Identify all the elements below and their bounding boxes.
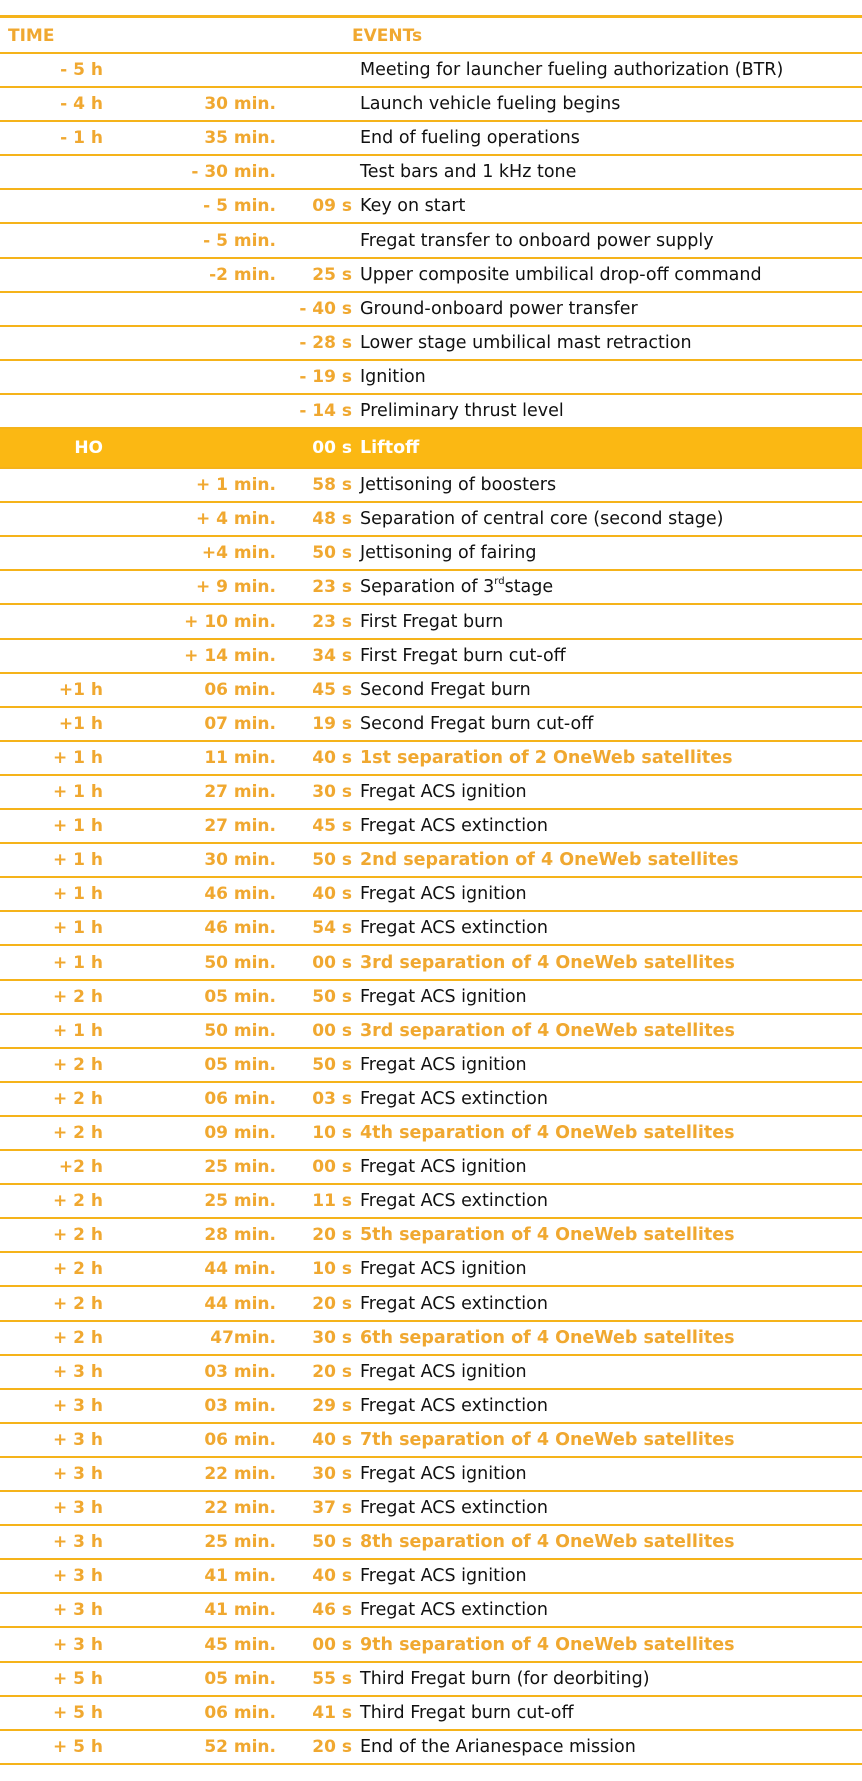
time-hours: + 1 h [52,1020,103,1041]
event-description: Launch vehicle fueling begins [360,94,621,115]
timeline-row [0,1424,862,1458]
time-minutes: -2 min. [209,264,276,285]
time-seconds: - 19 s [299,366,352,387]
event-description: Third Fregat burn (for deorbiting) [360,1668,650,1689]
timeline-row [0,1629,862,1663]
time-seconds: 10 s [312,1259,352,1280]
timeline-row [0,912,862,946]
time-hours: + 1 h [52,952,103,973]
time-seconds: 40 s [312,1429,352,1450]
event-description: 3rd separation of 4 OneWeb satellites [360,952,735,973]
event-description: Second Fregat burn [360,679,531,700]
timeline-row [0,1288,862,1322]
time-minutes [110,395,276,427]
time-seconds: 20 s [312,1293,352,1314]
time-hours: + 3 h [52,1464,103,1485]
event-description: Ignition [360,366,426,387]
time-seconds [284,225,352,257]
time-minutes: 50 min. [204,952,276,973]
time-seconds: 50 s [312,543,352,564]
time-minutes: 52 min. [204,1736,276,1757]
time-hours: + 1 h [52,782,103,803]
time-hours: + 2 h [52,1088,103,1109]
events-column-header: EVENTs [352,26,423,46]
event-description: Fregat ACS extinction [360,1498,548,1519]
time-hours [0,640,103,672]
time-hours [0,606,103,638]
time-seconds [284,88,352,120]
time-seconds: 48 s [312,509,352,530]
event-description: Fregat ACS extinction [360,1088,548,1109]
time-seconds: 23 s [312,577,352,598]
timeline-row [0,1083,862,1117]
timeline-row [0,844,862,878]
liftoff-row [0,429,862,469]
event-description: First Fregat burn cut-off [360,645,566,666]
time-hours: + 3 h [52,1566,103,1587]
time-seconds: 40 s [312,1566,352,1587]
event-description: Fregat ACS extinction [360,816,548,837]
timeline-row [0,571,862,605]
time-seconds: 00 s [312,1020,352,1041]
time-hours: + 3 h [52,1532,103,1553]
time-minutes: 05 min. [204,986,276,1007]
time-hours: + 3 h [52,1600,103,1621]
time-minutes: 46 min. [204,884,276,905]
timeline-row [0,1731,862,1765]
timeline-row [0,947,862,981]
time-hours: + 1 h [52,747,103,768]
time-hours [0,395,103,427]
timeline-row [0,225,862,259]
time-minutes [110,293,276,325]
event-description: Upper composite umbilical drop-off command [360,264,762,285]
event-description: Fregat ACS ignition [360,782,527,803]
time-minutes: + 10 min. [184,611,276,632]
event-description: Key on start [360,196,466,217]
timeline-row [0,1390,862,1424]
event-description: End of the Arianespace mission [360,1736,636,1757]
time-minutes: + 1 min. [195,475,276,496]
time-seconds: 19 s [312,713,352,734]
timeline-row [0,1594,862,1628]
time-minutes: 06 min. [204,1702,276,1723]
timeline-row [0,122,862,156]
time-seconds [284,156,352,188]
timeline-row [0,606,862,640]
time-minutes: 11 min. [204,747,276,768]
time-hours: +1 h [58,679,103,700]
event-description: 9th separation of 4 OneWeb satellites [360,1634,735,1655]
timeline-row [0,293,862,327]
time-hours: + 3 h [52,1634,103,1655]
time-minutes: 27 min. [204,816,276,837]
time-hours: + 3 h [52,1361,103,1382]
time-seconds: 09 s [312,196,352,217]
time-hours: + 5 h [52,1668,103,1689]
time-seconds: 25 s [312,264,352,285]
time-minutes: 03 min. [204,1395,276,1416]
time-hours: + 1 h [52,884,103,905]
timeline-row [0,469,862,503]
time-minutes: 09 min. [204,1123,276,1144]
time-seconds: 30 s [312,782,352,803]
time-minutes: - 30 min. [191,162,276,183]
time-minutes: 06 min. [204,1088,276,1109]
event-description: Fregat ACS ignition [360,884,527,905]
time-minutes: 06 min. [204,1429,276,1450]
timeline-row [0,1049,862,1083]
event-description: Separation of 3 $^{rd}$ stage [360,576,554,598]
time-seconds: 00 s [312,1157,352,1178]
event-description: Jettisoning of fairing [360,543,537,564]
header-row [0,20,862,54]
time-hours: + 2 h [52,1259,103,1280]
time-seconds: 55 s [312,1668,352,1689]
time-seconds: 50 s [312,1532,352,1553]
timeline-row [0,1492,862,1526]
event-description: Fregat ACS ignition [360,1464,527,1485]
timeline-row [0,1697,862,1731]
time-minutes: 35 min. [204,128,276,149]
time-seconds: - 14 s [299,401,352,422]
time-seconds: 29 s [312,1395,352,1416]
time-seconds: - 40 s [299,298,352,319]
time-hours: + 2 h [52,1225,103,1246]
time-seconds: 41 s [312,1702,352,1723]
event-description: Ground-onboard power transfer [360,298,638,319]
event-description: Fregat ACS extinction [360,1293,548,1314]
time-minutes: 22 min. [204,1498,276,1519]
timeline-row [0,395,862,429]
event-description: 4th separation of 4 OneWeb satellites [360,1123,735,1144]
time-seconds: 03 s [312,1088,352,1109]
time-hours [0,327,103,359]
time-hours [0,361,103,393]
event-description: 6th separation of 4 OneWeb satellites [360,1327,735,1348]
time-minutes: - 5 min. [203,196,276,217]
time-hours: HO [74,438,103,459]
time-minutes: 05 min. [204,1054,276,1075]
time-hours: + 3 h [52,1395,103,1416]
event-description: Fregat ACS ignition [360,1259,527,1280]
time-seconds: 20 s [312,1736,352,1757]
timeline-row [0,1253,862,1287]
time-minutes: 25 min. [204,1157,276,1178]
event-description: Lower stage umbilical mast retraction [360,332,692,353]
event-description: 7th separation of 4 OneWeb satellites [360,1429,735,1450]
time-seconds: 20 s [312,1361,352,1382]
time-minutes: 25 min. [204,1532,276,1553]
timeline-row [0,742,862,776]
time-seconds: - 28 s [299,332,352,353]
time-hours: + 1 h [52,816,103,837]
time-minutes: + 9 min. [195,577,276,598]
time-minutes: + 14 min. [184,645,276,666]
time-minutes: 05 min. [204,1668,276,1689]
time-seconds: 45 s [312,816,352,837]
time-minutes: 25 min. [204,1191,276,1212]
time-hours: + 3 h [52,1429,103,1450]
time-seconds: 37 s [312,1498,352,1519]
time-hours: + 1 h [52,918,103,939]
timeline-row [0,878,862,912]
time-seconds: 00 s [312,438,352,459]
time-hours: + 2 h [52,1054,103,1075]
time-minutes: 06 min. [204,679,276,700]
timeline-row [0,190,862,224]
event-description: First Fregat burn [360,611,504,632]
top-rule [0,15,862,18]
time-hours: + 3 h [52,1498,103,1519]
event-description: Fregat transfer to onboard power supply [360,230,714,251]
time-seconds: 20 s [312,1225,352,1246]
timeline-row [0,1560,862,1594]
time-seconds: 00 s [312,952,352,973]
time-hours: + 2 h [52,1293,103,1314]
time-hours: - 5 h [60,60,103,81]
timeline-row [0,503,862,537]
time-seconds: 30 s [312,1327,352,1348]
event-description: Separation of central core (second stage) [360,509,724,530]
time-minutes: - 5 min. [203,230,276,251]
time-seconds: 40 s [312,747,352,768]
time-minutes: 47min. [210,1327,276,1348]
time-minutes [110,327,276,359]
time-hours [0,469,103,501]
event-description: Liftoff [360,438,420,459]
time-minutes: 50 min. [204,1020,276,1041]
time-seconds: 50 s [312,1054,352,1075]
timeline-row [0,88,862,122]
time-hours [0,293,103,325]
time-hours: +2 h [58,1157,103,1178]
timeline-row [0,361,862,395]
time-minutes: 22 min. [204,1464,276,1485]
time-seconds: 54 s [312,918,352,939]
time-seconds: 00 s [312,1634,352,1655]
time-column-header: TIME [8,26,55,46]
event-description: Fregat ACS extinction [360,918,548,939]
event-description: 5th separation of 4 OneWeb satellites [360,1225,735,1246]
event-description: Fregat ACS ignition [360,1566,527,1587]
time-hours: + 5 h [52,1702,103,1723]
event-description: Test bars and 1 kHz tone [360,162,577,183]
time-hours: + 2 h [52,1191,103,1212]
timeline-row [0,1458,862,1492]
time-seconds: 40 s [312,884,352,905]
timeline-row [0,674,862,708]
time-hours [0,571,103,603]
time-seconds: 23 s [312,611,352,632]
time-minutes: 44 min. [204,1259,276,1280]
time-hours: - 1 h [60,128,103,149]
time-seconds: 34 s [312,645,352,666]
time-hours: + 2 h [52,1123,103,1144]
time-minutes: 30 min. [204,850,276,871]
event-description: Preliminary thrust level [360,401,564,422]
event-description: End of fueling operations [360,128,580,149]
timeline-row [0,1322,862,1356]
time-minutes [110,361,276,393]
event-description: Fregat ACS extinction [360,1395,548,1416]
time-minutes: 28 min. [204,1225,276,1246]
timeline-row [0,1663,862,1697]
timeline-row [0,327,862,361]
time-hours: +1 h [58,713,103,734]
time-minutes: 41 min. [204,1600,276,1621]
timeline-row [0,981,862,1015]
time-hours: + 2 h [52,986,103,1007]
timeline-row [0,54,862,88]
time-minutes [110,429,276,467]
time-seconds: 58 s [312,475,352,496]
time-minutes: 44 min. [204,1293,276,1314]
time-minutes: 07 min. [204,713,276,734]
event-description: Second Fregat burn cut-off [360,713,594,734]
time-seconds: 10 s [312,1123,352,1144]
timeline-row [0,156,862,190]
timeline-row [0,537,862,571]
time-hours [0,259,103,291]
time-minutes [110,54,276,86]
event-description: Meeting for launcher fueling authorization (BTR) [360,60,784,81]
time-seconds: 45 s [312,679,352,700]
timeline-row [0,708,862,742]
time-minutes: 30 min. [204,94,276,115]
time-hours [0,503,103,535]
event-description: Fregat ACS ignition [360,1054,527,1075]
timeline-row [0,259,862,293]
event-description: 3rd separation of 4 OneWeb satellites [360,1020,735,1041]
time-minutes: 27 min. [204,782,276,803]
timeline-row [0,776,862,810]
timeline-row [0,1117,862,1151]
time-seconds: 50 s [312,986,352,1007]
time-seconds [284,122,352,154]
event-description: 2nd separation of 4 OneWeb satellites [360,850,739,871]
timeline-row [0,1526,862,1560]
timeline-row [0,1015,862,1049]
timeline-row [0,640,862,674]
time-seconds: 46 s [312,1600,352,1621]
event-description: Fregat ACS ignition [360,986,527,1007]
event-description: Fregat ACS extinction [360,1600,548,1621]
time-minutes: 41 min. [204,1566,276,1587]
time-hours [0,156,103,188]
time-hours: + 1 h [52,850,103,871]
timeline-row [0,1356,862,1390]
time-minutes: 46 min. [204,918,276,939]
time-minutes: 03 min. [204,1361,276,1382]
event-description: Third Fregat burn cut-off [360,1702,574,1723]
time-seconds: 30 s [312,1464,352,1485]
time-seconds: 11 s [312,1191,352,1212]
time-minutes: 45 min. [204,1634,276,1655]
event-description: Fregat ACS extinction [360,1191,548,1212]
time-minutes: +4 min. [201,543,276,564]
event-description: Fregat ACS ignition [360,1157,527,1178]
event-description: Fregat ACS ignition [360,1361,527,1382]
time-hours: + 2 h [52,1327,103,1348]
event-description: 8th separation of 4 OneWeb satellites [360,1532,735,1553]
event-description: 1st separation of 2 OneWeb satellites [360,747,733,768]
timeline-row [0,1219,862,1253]
time-seconds: 50 s [312,850,352,871]
time-hours: + 5 h [52,1736,103,1757]
time-hours: - 4 h [60,94,103,115]
timeline-row [0,1185,862,1219]
time-seconds [284,54,352,86]
time-hours [0,225,103,257]
timeline-row [0,1151,862,1185]
event-description: Jettisoning of boosters [360,475,557,496]
timeline-row [0,810,862,844]
time-hours [0,537,103,569]
time-minutes: + 4 min. [195,509,276,530]
time-hours [0,190,103,222]
